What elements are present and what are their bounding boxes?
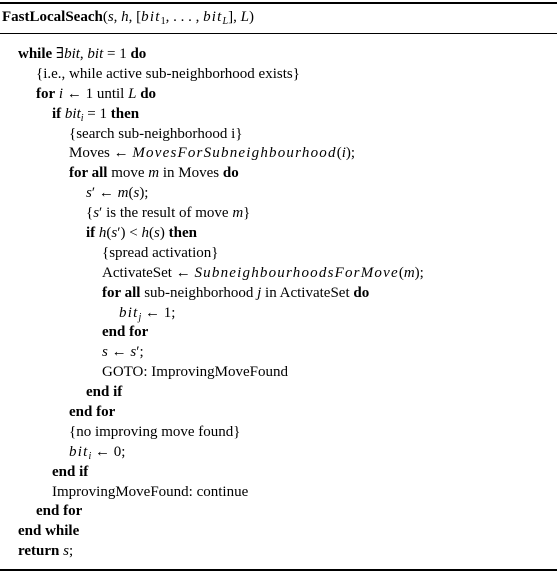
code-token: s [102, 344, 108, 361]
code-token: return [18, 543, 60, 560]
code-token: ActivateSet ← [102, 264, 195, 281]
code-token: then [110, 105, 140, 122]
code-token: m [148, 165, 160, 182]
code-token: {spread activation} [102, 244, 219, 261]
code-token: do [130, 46, 147, 62]
pseudocode-line [0, 184, 557, 204]
pseudocode-line [0, 403, 557, 423]
code-token: SubneighbourhoodsForMove [194, 264, 399, 281]
code-token: GOTO: ImprovingMoveFound [102, 364, 288, 381]
code-token: do [353, 284, 370, 301]
pseudocode-line [0, 244, 557, 264]
code-token: ( [149, 225, 155, 242]
code-token: ); [414, 264, 424, 281]
code-token: ( [128, 185, 134, 202]
code-token: if [86, 225, 96, 242]
code-token: ( [336, 145, 342, 162]
code-token: L [128, 85, 137, 102]
code-token: m [232, 205, 244, 222]
pseudocode-line [0, 125, 557, 145]
code-token: i [341, 145, 346, 162]
pseudocode-line [0, 423, 557, 443]
code-token: end if [86, 384, 123, 401]
code-token: end while [18, 523, 80, 540]
algorithm-body [0, 45, 557, 562]
param-bit-first: bit [141, 9, 161, 25]
code-token: bit [64, 46, 80, 62]
code-token: } [243, 205, 251, 222]
code-token: i [80, 112, 84, 124]
code-token: = 1 [83, 105, 111, 122]
code-token: {i.e., while active sub-neighborhood exists} [36, 65, 300, 82]
pseudocode-line [0, 343, 557, 363]
code-token: h [98, 225, 107, 242]
pseudocode-line [0, 323, 557, 343]
code-token: while [18, 46, 53, 62]
code-token: sub-neighborhood [140, 284, 258, 301]
code-token: ( [398, 264, 404, 281]
pseudocode-line [0, 304, 557, 324]
pseudocode-line [0, 65, 557, 85]
code-token: i [58, 85, 64, 102]
code-token: ′ ← [91, 185, 118, 202]
code-token: bit [64, 105, 81, 122]
code-token: ImprovingMoveFound: continue [52, 483, 249, 500]
code-token: j [257, 284, 262, 301]
code-token: for all [102, 284, 141, 301]
pseudocode-line [0, 443, 557, 463]
pseudocode-line [0, 45, 557, 65]
code-token: in ActivateSet [261, 284, 354, 301]
code-token: bit [69, 443, 89, 460]
param-bit-last: bit [203, 9, 223, 25]
param-L: L [240, 9, 249, 25]
ellipsis: , . . . , [165, 9, 204, 25]
comma-2: , [ [128, 9, 142, 25]
code-token: {search sub-neighborhood i} [69, 125, 243, 142]
pseudocode-line [0, 363, 557, 383]
code-token: MovesForSubneighbourhood [132, 145, 337, 162]
pseudocode-line [0, 522, 557, 542]
code-token: s [133, 185, 140, 202]
code-token: ′ is the result of move [99, 205, 233, 222]
code-token: end if [52, 463, 89, 480]
code-token: j [138, 311, 142, 323]
code-token: s [154, 225, 160, 242]
code-token: for [36, 85, 56, 102]
pseudocode-line [0, 85, 557, 105]
pseudocode-line [0, 105, 557, 125]
code-token: ); [345, 145, 356, 162]
pseudocode-line [0, 164, 557, 184]
code-token: ′) < [117, 225, 142, 242]
pseudocode-line [0, 542, 557, 562]
pseudocode-line [0, 224, 557, 244]
comma-1: , [113, 9, 122, 25]
code-token: i [88, 450, 92, 462]
code-token: in Moves [159, 165, 223, 182]
pseudocode-line [0, 383, 557, 403]
paren-open: ( [102, 9, 108, 25]
pseudocode-line [0, 144, 557, 164]
code-token: ∃ [52, 46, 65, 62]
code-token: for all [69, 165, 108, 182]
code-token: end for [102, 324, 149, 341]
code-token: then [168, 225, 197, 242]
code-token: move [107, 165, 149, 182]
code-token: s [63, 543, 69, 560]
code-token: s [130, 344, 137, 361]
code-token: ; [68, 543, 74, 560]
code-token: s [111, 225, 118, 242]
code-token: h [141, 225, 150, 242]
param-bit-last-sub: L [222, 16, 229, 27]
pseudocode-line [0, 264, 557, 284]
code-token: ← 0; [91, 443, 126, 460]
pseudocode-line [0, 483, 557, 503]
code-token: if [52, 105, 62, 122]
code-token: bit [87, 46, 104, 62]
pseudocode-line [0, 204, 557, 224]
algorithm-header [2, 7, 254, 32]
code-token: { [86, 205, 94, 222]
pseudocode-line [0, 502, 557, 522]
code-token: do [140, 85, 157, 102]
code-token: Moves ← [69, 145, 133, 162]
code-token: end for [69, 404, 116, 421]
param-bit-first-sub: 1 [160, 16, 166, 27]
code-token: ← [107, 344, 131, 361]
code-token: bit [119, 304, 139, 321]
code-token: ← 1; [141, 304, 176, 321]
comma-4: ], [228, 9, 241, 25]
code-token: {no improving move found} [69, 423, 241, 440]
bottom-rule [0, 569, 557, 571]
code-token: , [79, 46, 88, 62]
code-token: s [86, 185, 92, 202]
code-token: m [117, 185, 129, 202]
pseudocode-line [0, 463, 557, 483]
code-token: do [222, 165, 239, 182]
code-token: ← 1 until [63, 85, 129, 102]
code-token: ′; [136, 344, 144, 361]
code-token: = 1 [103, 46, 131, 62]
code-token: s [93, 205, 100, 222]
header-rule [0, 33, 557, 34]
code-token: ) [159, 225, 169, 242]
code-token: end for [36, 503, 83, 520]
code-token: ); [139, 185, 149, 202]
function-name: FastLocalSeach [2, 9, 103, 25]
top-rule [0, 2, 557, 4]
code-token: m [403, 264, 415, 281]
paren-close: ) [248, 9, 254, 25]
code-token: ( [106, 225, 112, 242]
param-s: s [107, 9, 114, 25]
pseudocode-line [0, 284, 557, 304]
param-h: h [121, 9, 129, 25]
